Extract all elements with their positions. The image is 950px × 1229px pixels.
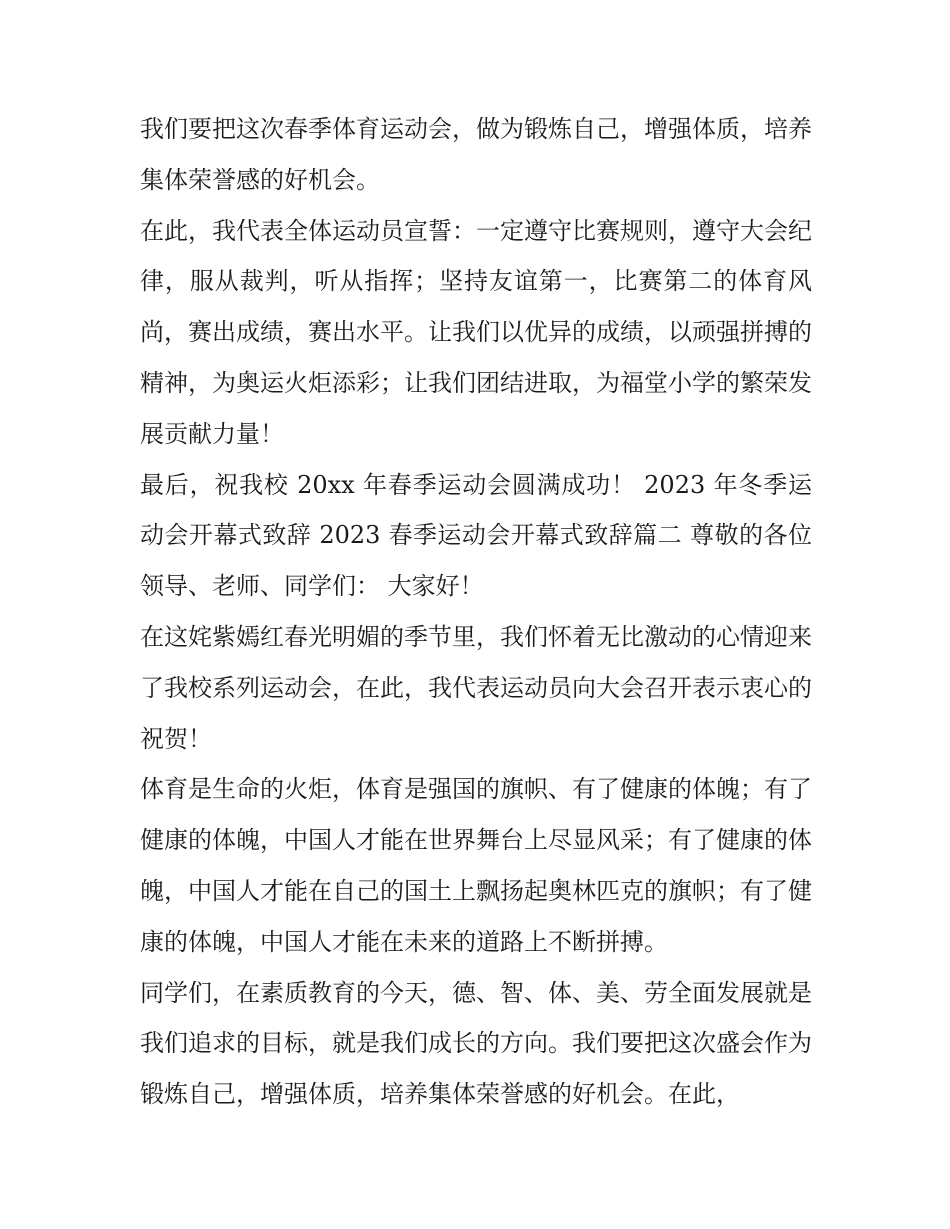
paragraph-1: 我们要把这次春季体育运动会，做为锻炼自己，增强体质，培养集体荣誉感的好机会。 [140,115,812,194]
paragraph-5: 体育是生命的火炬，体育是强国的旗帜、有了健康的体魄；有了健康的体魄，中国人才能在世界舞台上尽显风采；有了健康的体魄，中国人才能在自己的国土上飘扬起奥林匹克的旗帜；有了健康的体魄，中国人才能在未来的道路上不断拼搏。 [140,775,812,956]
paragraph-3: 最后，祝我校 20xx 年春季运动会圆满成功！ 2023 年冬季运动会开幕式致辞 2023 春季运动会开幕式致辞篇二 尊敬的各位领导、老师、同学们： 大家好！ [140,470,812,601]
document-body [140,104,812,1120]
paragraph-2: 在此，我代表全体运动员宣誓：一定遵守比赛规则，遵守大会纪律，服从裁判，听从指挥；坚持友谊第一，比赛第二的体育风尚，赛出成绩，赛出水平。让我们以优异的成绩，以顽强拼搏的精神，为奥运火炬添彩；让我们团结进取，为福堂小学的繁荣发展贡献力量！ [140,216,812,448]
paragraph-6: 同学们，在素质教育的今天，德、智、体、美、劳全面发展就是我们追求的目标，就是我们成长的方向。我们要把这次盛会作为锻炼自己，增强体质，培养集体荣誉感的好机会。在此， [140,978,812,1109]
paragraph-4: 在这姹紫嫣红春光明媚的季节里，我们怀着无比激动的心情迎来了我校系列运动会，在此，我代表运动员向大会召开表示衷心的祝贺！ [140,622,812,753]
